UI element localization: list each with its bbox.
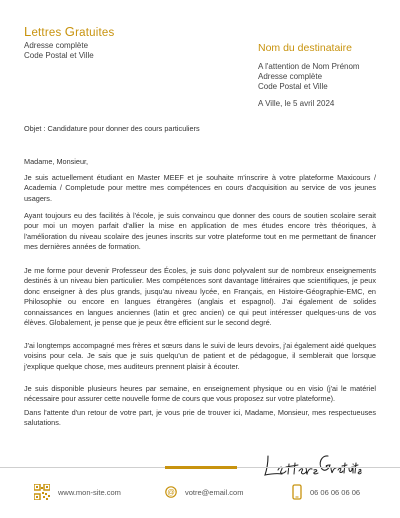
sender-postal: Code Postal et Ville: [24, 51, 94, 60]
letter-object: Objet : Candidature pour donner des cours particuliers: [24, 124, 200, 133]
sender-name: Lettres Gratuites: [24, 24, 115, 39]
footer-website-text[interactable]: www.mon-site.com: [58, 487, 121, 497]
paragraph-4: J'ai longtemps accompagné mes frères et sœurs dans le suivi de leurs devoirs, j'ai également aidé quelques voisins pour cela. Je sais que je suis quelqu'un de patient et de pédagogue, il semblerait que lorsque j'explique quelque chose, mes auditeurs prennent plaisir à écouter.: [24, 341, 376, 371]
recipient-attention: A l'attention de Nom Prénom: [258, 62, 360, 71]
svg-text:@: @: [167, 487, 175, 497]
paragraph-2: Ayant toujours eu des facilités à l'école, je suis convaincu que donner des cours de soutien scolaire serait pour moi un moyen parfait d'allier la mise en application de mes études encore très théoriques, à l'amélioration du niveau scolaire des jeunes inscrits sur votre plateforme tout en me permettant de financer mes dernières années de formation.: [24, 211, 376, 252]
footer-phone: [292, 484, 360, 500]
recipient-address: Adresse complète: [258, 72, 323, 81]
letter-salutation: Madame, Monsieur,: [24, 157, 89, 166]
letter-date: A Ville, le 5 avril 2024: [258, 99, 335, 108]
signature: [262, 446, 362, 480]
paragraph-1: Je suis actuellement étudiant en Master MEEF et je souhaite m'inscrire à votre plateforme Maxicours / Academia / Completude pour mettre mes compétences en cours d'acquisition au service de vos jeunes usagers.: [24, 173, 376, 203]
footer-phone-text[interactable]: 06 06 06 06 06: [310, 487, 361, 497]
footer-email: [165, 484, 243, 500]
paragraph-3: Je me forme pour devenir Professeur des Écoles, je suis donc polyvalent sur de nombreux enseignements destinés à un niveau bien particulier. Mes compétences sont davantage littéraires que scientifiques, je peux donc enseigner à des plus grands, jusqu'au niveau lycée, en Français, en Histoire-Géographie-EMC, en Philosophie ou encore en langues étrangères (anglais et espagnol). J'ai également de solides connaissances en langues anciennes (latin et grec ancien) ce qui peut intéresser quelques-uns de vos élèves. Globalement, je pense que je peux être efficient sur le second degré.: [24, 266, 376, 328]
recipient-title: Nom du destinataire: [258, 42, 352, 54]
at-icon: [165, 486, 177, 498]
footer-website: [34, 484, 121, 500]
phone-icon: [292, 484, 302, 500]
footer-email-text[interactable]: votre@email.com: [185, 487, 244, 497]
sender-address: Adresse complète: [24, 41, 89, 50]
paragraph-6: Dans l'attente d'un retour de votre part, je vous prie de trouver ici, Madame, Monsieur, mes respectueuses salutations.: [24, 408, 376, 428]
paragraph-5: Je suis disponible plusieurs heures par semaine, en enseignement physique ou en visio (j'ai le matériel nécessaire pour assurer cette nouvelle forme de cours que vous proposez sur votre plateforme).: [24, 384, 376, 404]
qr-code-icon: [34, 484, 50, 500]
recipient-postal: Code Postal et Ville: [258, 82, 328, 91]
footer-accent-bar: [165, 466, 237, 469]
